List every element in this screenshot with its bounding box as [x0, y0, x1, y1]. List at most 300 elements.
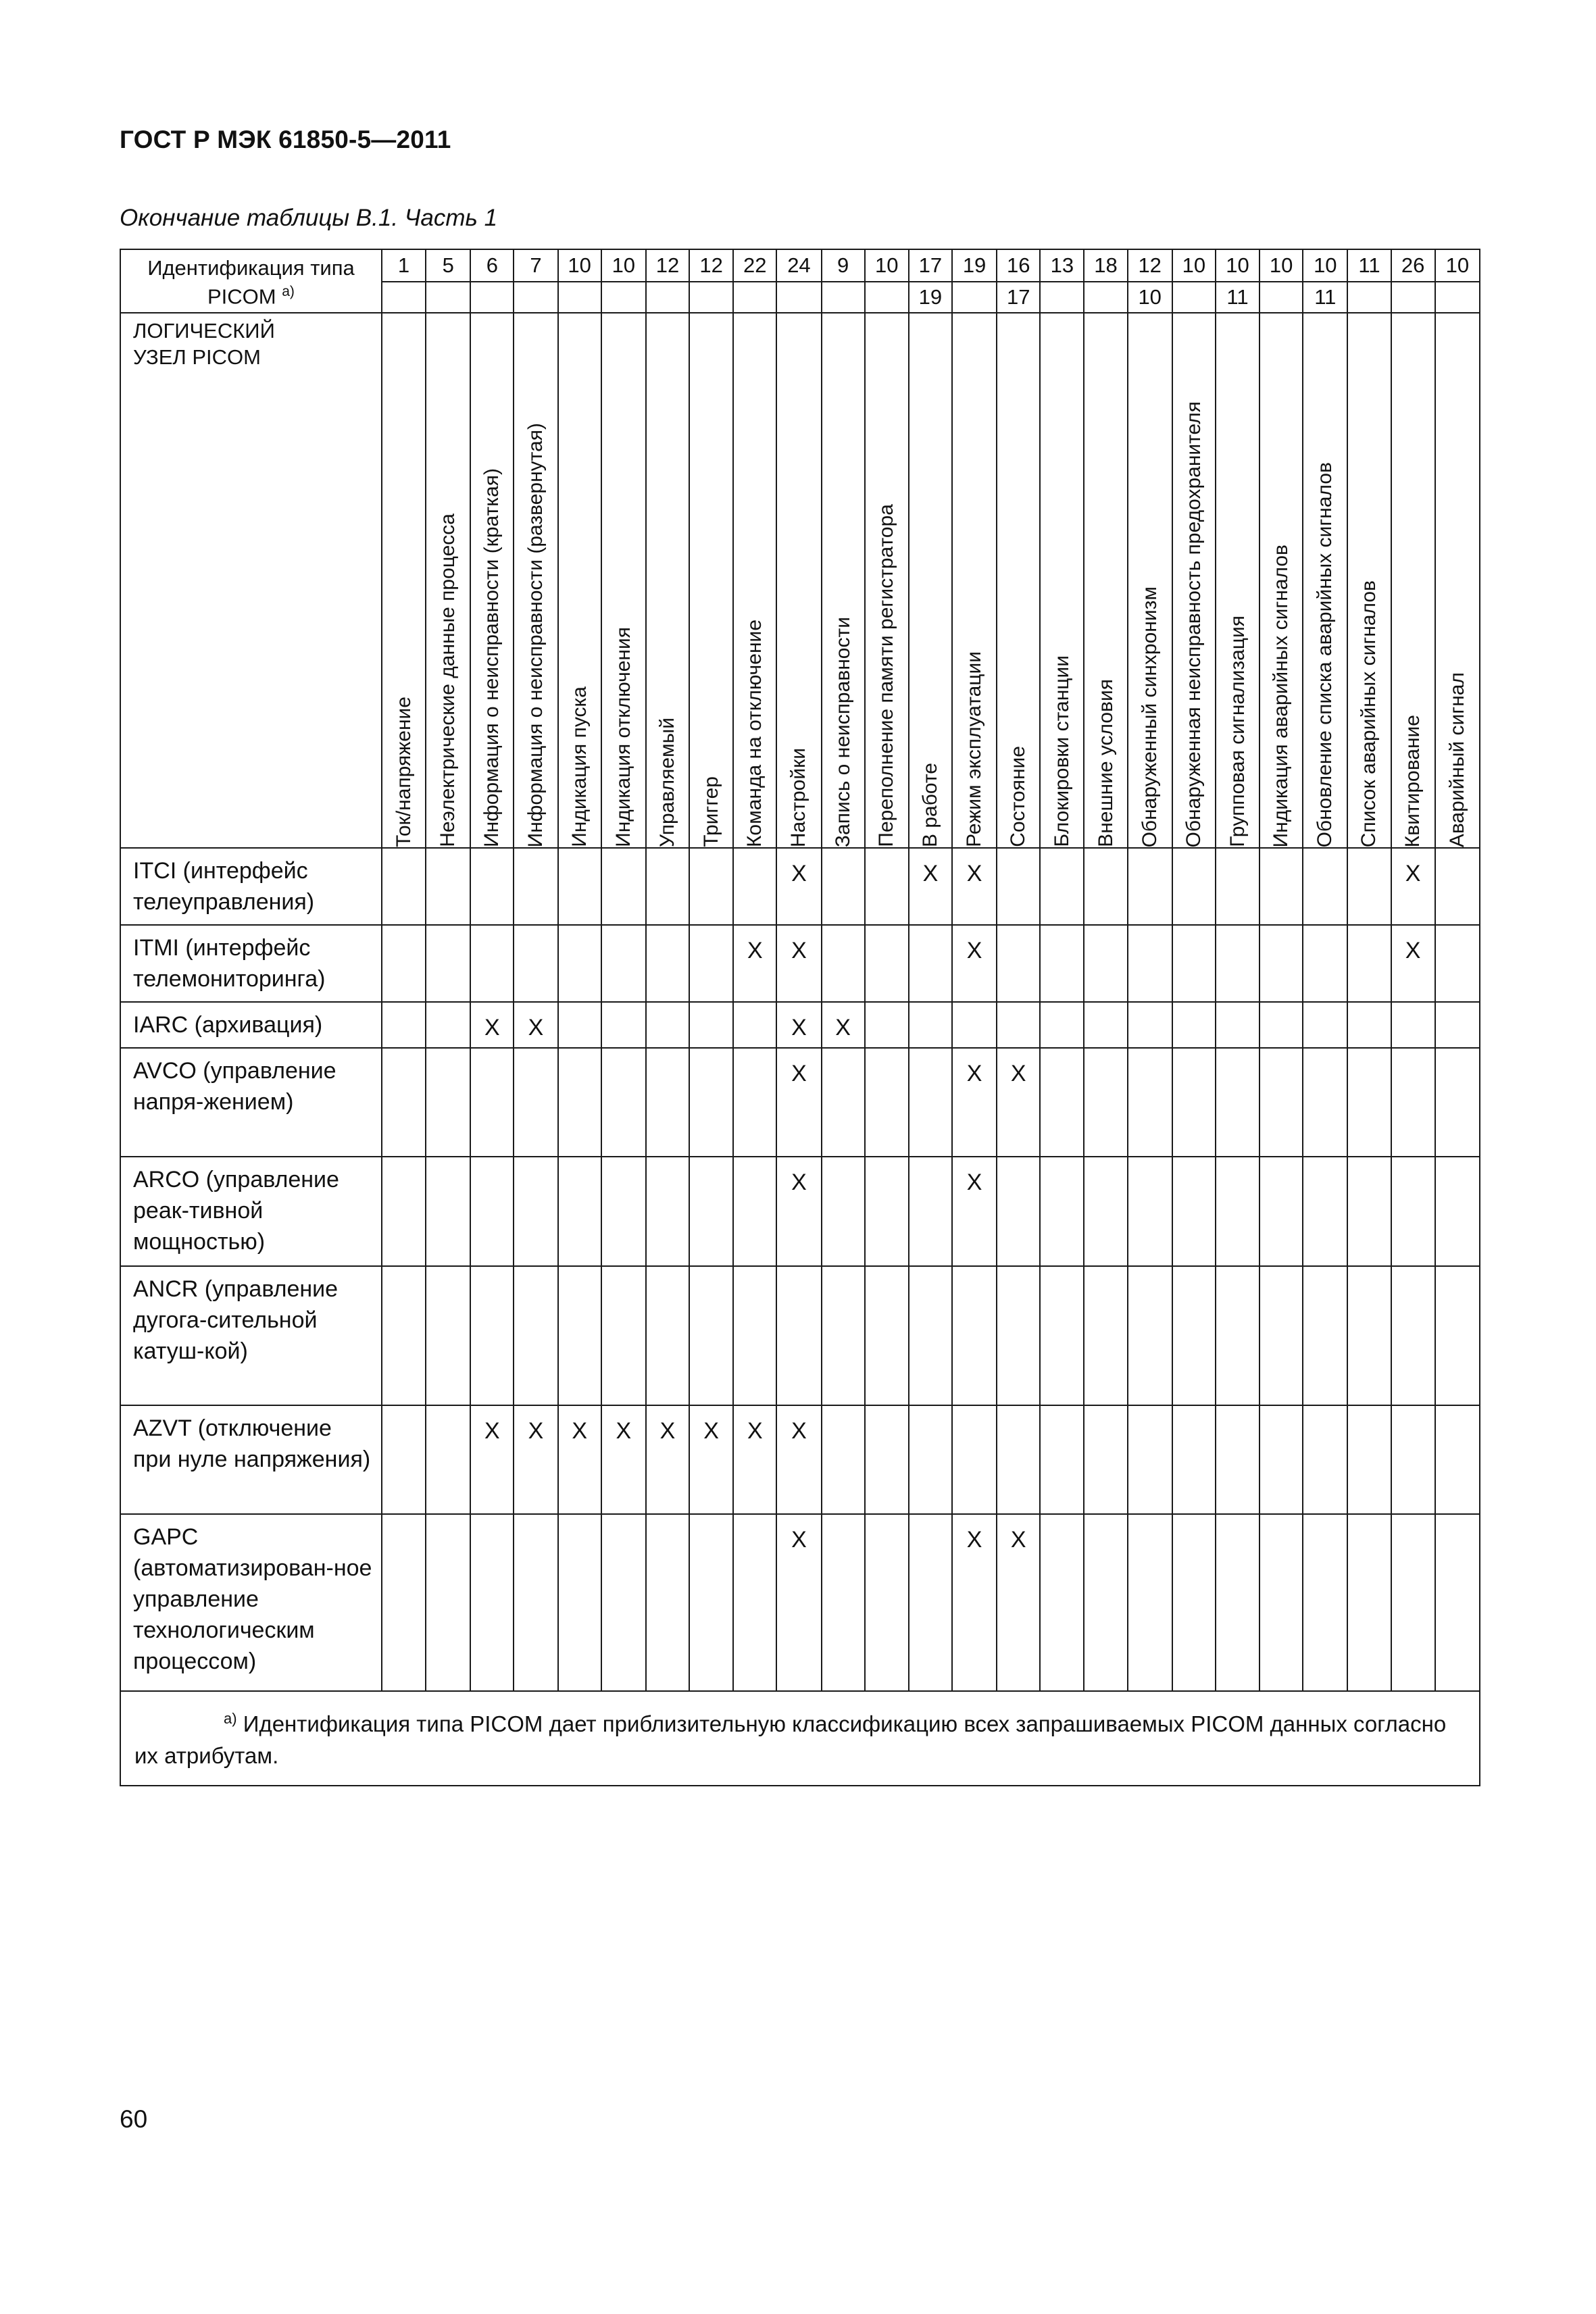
- mark-cell: [822, 1514, 865, 1691]
- mark-cell: [1040, 1157, 1084, 1266]
- mark-cell: [382, 1157, 426, 1266]
- x-mark: X: [791, 1527, 807, 1553]
- mark-cell: [822, 1048, 865, 1157]
- mark-cell: [646, 1514, 689, 1691]
- mark-cell: [1260, 848, 1303, 925]
- row-name: GAPC (автоматизирован-ное управление технологическим процессом): [120, 1514, 382, 1691]
- mark-cell: [997, 848, 1040, 925]
- type-id-secondary-cell: [1172, 282, 1216, 313]
- mark-cell: [470, 1405, 514, 1514]
- column-header-label: Ток/напряжение: [392, 697, 415, 847]
- mark-cell: [558, 1002, 601, 1048]
- mark-cell: [601, 1048, 646, 1157]
- column-header: [1172, 313, 1216, 848]
- column-header: [952, 313, 997, 848]
- mark-cell: [909, 1266, 952, 1405]
- type-id-secondary-cell: [470, 282, 514, 313]
- x-mark: X: [966, 1527, 982, 1553]
- ident-label: Идентификация типа PICOM: [147, 256, 355, 309]
- x-mark: X: [922, 861, 939, 886]
- mark-cell: [1303, 925, 1347, 1002]
- mark-cell: [1172, 1002, 1216, 1048]
- x-mark: X: [791, 938, 807, 963]
- type-id-cell: 10: [1303, 249, 1347, 282]
- type-id-cell: 17: [909, 249, 952, 282]
- mark-cell: [1216, 1157, 1260, 1266]
- mark-cell: [646, 925, 689, 1002]
- column-header: [689, 313, 733, 848]
- mark-cell: [997, 1266, 1040, 1405]
- mark-cell: [646, 1002, 689, 1048]
- mark-cell: [1347, 1002, 1391, 1048]
- footnote-cell: [120, 1691, 1480, 1786]
- mark-cell: [776, 925, 821, 1002]
- type-id-secondary-cell: [733, 282, 776, 313]
- mark-cell: [558, 1405, 601, 1514]
- mark-cell: [1084, 1266, 1127, 1405]
- x-mark: X: [791, 861, 807, 886]
- table-row: [120, 1514, 1480, 1691]
- mark-cell: [382, 1048, 426, 1157]
- x-mark: X: [1405, 861, 1421, 886]
- x-mark: X: [791, 1015, 807, 1040]
- mark-cell: [1172, 1157, 1216, 1266]
- table-row: [120, 925, 1480, 1002]
- mark-cell: [1172, 1048, 1216, 1157]
- table-row: [120, 1002, 1480, 1048]
- mark-cell: [689, 1157, 733, 1266]
- document-header: ГОСТ Р МЭК 61850-5—2011: [120, 126, 451, 153]
- mark-cell: [426, 1266, 470, 1405]
- mark-cell: [1435, 1266, 1480, 1405]
- mark-cell: [997, 1002, 1040, 1048]
- mark-cell: [865, 1514, 909, 1691]
- mark-cell: [1084, 1157, 1127, 1266]
- type-id-secondary-cell: [1260, 282, 1303, 313]
- type-id-secondary-cell: [1040, 282, 1084, 313]
- footnote-row: [120, 1691, 1480, 1786]
- mark-cell: [997, 925, 1040, 1002]
- mark-cell: [1260, 925, 1303, 1002]
- column-header-label: Состояние: [1007, 746, 1030, 847]
- mark-cell: [865, 1266, 909, 1405]
- mark-cell: [1128, 1266, 1172, 1405]
- mark-cell: [646, 848, 689, 925]
- mark-cell: [601, 848, 646, 925]
- column-header-label: Индикация аварийных сигналов: [1270, 544, 1293, 847]
- mark-cell: [865, 1002, 909, 1048]
- mark-cell: [1435, 1157, 1480, 1266]
- mark-cell: [1347, 848, 1391, 925]
- mark-cell: [1303, 1002, 1347, 1048]
- mark-cell: [909, 925, 952, 1002]
- mark-cell: [1084, 925, 1127, 1002]
- mark-cell: [1260, 1266, 1303, 1405]
- mark-cell: [909, 1405, 952, 1514]
- x-mark: X: [747, 938, 763, 963]
- type-id-cell: 18: [1084, 249, 1127, 282]
- mark-cell: [909, 1002, 952, 1048]
- x-mark: X: [791, 1061, 807, 1086]
- column-header: [822, 313, 865, 848]
- x-mark: X: [484, 1015, 500, 1040]
- mark-cell: [646, 1405, 689, 1514]
- row-name: ARCO (управление реак-тивной мощностью): [120, 1157, 382, 1266]
- column-header: [426, 313, 470, 848]
- table-row: [120, 1266, 1480, 1405]
- mark-cell: [1435, 1002, 1480, 1048]
- mark-cell: [1347, 1405, 1391, 1514]
- column-header-label: В работе: [918, 762, 941, 847]
- row-name: IARC (архивация): [120, 1002, 382, 1048]
- table-row: [120, 848, 1480, 925]
- mark-cell: [776, 1048, 821, 1157]
- mark-cell: [1128, 925, 1172, 1002]
- mark-cell: [1435, 1405, 1480, 1514]
- mark-cell: [952, 848, 997, 925]
- type-id-cell: 7: [514, 249, 557, 282]
- footnote-text: Идентификация типа PICOM дает приблизительную классификацию всех запрашиваемых PICOM данных согласно их атрибутам.: [134, 1711, 1447, 1768]
- mark-cell: [952, 1266, 997, 1405]
- mark-cell: [514, 1514, 557, 1691]
- mark-cell: [1260, 1048, 1303, 1157]
- mark-cell: [470, 1048, 514, 1157]
- mark-cell: [1216, 848, 1260, 925]
- mark-cell: [1347, 1514, 1391, 1691]
- table-caption: Окончание таблицы В.1. Часть 1: [120, 205, 498, 231]
- mark-cell: [689, 848, 733, 925]
- type-id-cell: 19: [952, 249, 997, 282]
- column-header: [514, 313, 557, 848]
- column-header-label: Групповая сигнализация: [1226, 615, 1249, 847]
- column-header: [1347, 313, 1391, 848]
- mark-cell: [601, 1514, 646, 1691]
- mark-cell: [1040, 925, 1084, 1002]
- mark-cell: [1216, 1002, 1260, 1048]
- mark-cell: [470, 1002, 514, 1048]
- mark-cell: [1435, 1048, 1480, 1157]
- mark-cell: [1040, 1405, 1084, 1514]
- mark-cell: [601, 1405, 646, 1514]
- mark-cell: [865, 925, 909, 1002]
- mark-cell: [382, 848, 426, 925]
- mark-cell: [514, 1266, 557, 1405]
- mark-cell: [558, 1266, 601, 1405]
- x-mark: X: [835, 1015, 851, 1040]
- column-header-label: Триггер: [699, 776, 722, 847]
- type-id-secondary-cell: [382, 282, 426, 313]
- mark-cell: [1391, 1048, 1435, 1157]
- mark-cell: [1391, 1514, 1435, 1691]
- mark-cell: [909, 1048, 952, 1157]
- mark-cell: [952, 1002, 997, 1048]
- mark-cell: [822, 1405, 865, 1514]
- mark-cell: [1260, 1002, 1303, 1048]
- mark-cell: [470, 1266, 514, 1405]
- mark-cell: [646, 1266, 689, 1405]
- mark-cell: [733, 1405, 776, 1514]
- mark-cell: [1172, 1266, 1216, 1405]
- mark-cell: [733, 1157, 776, 1266]
- mark-cell: [1347, 1048, 1391, 1157]
- mark-cell: [776, 1157, 821, 1266]
- type-id-secondary-cell: [865, 282, 909, 313]
- mark-cell: [646, 1048, 689, 1157]
- column-header-label: Внешние условия: [1094, 679, 1117, 847]
- type-id-secondary-cell: [822, 282, 865, 313]
- column-header-label: Информация о неисправности (развернутая): [524, 422, 547, 847]
- mark-cell: [601, 1266, 646, 1405]
- mark-cell: [470, 1514, 514, 1691]
- column-header-label: Аварийный сигнал: [1445, 672, 1468, 847]
- mark-cell: [558, 848, 601, 925]
- mark-cell: [514, 1048, 557, 1157]
- mark-cell: [1391, 848, 1435, 925]
- type-id-cell: 10: [1172, 249, 1216, 282]
- type-id-secondary-cell: 11: [1216, 282, 1260, 313]
- table-row: [120, 1048, 1480, 1157]
- x-mark: X: [1405, 938, 1421, 963]
- mark-cell: [1391, 1266, 1435, 1405]
- column-header: [1260, 313, 1303, 848]
- x-mark: X: [791, 1418, 807, 1444]
- x-mark: X: [747, 1418, 763, 1444]
- type-id-cell: 12: [1128, 249, 1172, 282]
- type-id-cell: 13: [1040, 249, 1084, 282]
- type-id-cell: 6: [470, 249, 514, 282]
- x-mark: X: [966, 938, 982, 963]
- mark-cell: [822, 1157, 865, 1266]
- column-header: [558, 313, 601, 848]
- mark-cell: [776, 1514, 821, 1691]
- mark-cell: [426, 1514, 470, 1691]
- type-id-cell: 10: [1435, 249, 1480, 282]
- mark-cell: [601, 925, 646, 1002]
- mark-cell: [776, 1266, 821, 1405]
- mark-cell: [865, 1405, 909, 1514]
- mark-cell: [689, 925, 733, 1002]
- column-header-label: Индикация пуска: [568, 686, 591, 847]
- mark-cell: [1435, 848, 1480, 925]
- mark-cell: [514, 1157, 557, 1266]
- column-header-label: Запись о неисправности: [831, 616, 854, 847]
- type-id-secondary-cell: [514, 282, 557, 313]
- column-header: [382, 313, 426, 848]
- mark-cell: [689, 1405, 733, 1514]
- column-header: [1216, 313, 1260, 848]
- mark-cell: [1040, 1514, 1084, 1691]
- type-id-cell: 11: [1347, 249, 1391, 282]
- column-header-label: Неэлектрические данные процесса: [437, 513, 459, 847]
- mark-cell: [1303, 1157, 1347, 1266]
- ident-footnote-ref: а): [282, 284, 295, 300]
- mark-cell: [1172, 1514, 1216, 1691]
- column-header: [997, 313, 1040, 848]
- mark-cell: [514, 1002, 557, 1048]
- mark-cell: [382, 925, 426, 1002]
- type-id-secondary-cell: [776, 282, 821, 313]
- mark-cell: [822, 925, 865, 1002]
- mark-cell: [997, 1157, 1040, 1266]
- mark-cell: [426, 848, 470, 925]
- mark-cell: [1391, 1157, 1435, 1266]
- x-mark: X: [572, 1418, 587, 1444]
- mark-cell: [426, 925, 470, 1002]
- mark-cell: [1347, 1157, 1391, 1266]
- mark-cell: [952, 1405, 997, 1514]
- type-id-cell: 10: [558, 249, 601, 282]
- mark-cell: [1084, 848, 1127, 925]
- x-mark: X: [966, 1169, 982, 1195]
- mark-cell: [1040, 848, 1084, 925]
- type-id-cell: 1: [382, 249, 426, 282]
- mark-cell: [1391, 925, 1435, 1002]
- mark-cell: [514, 1405, 557, 1514]
- type-id-secondary-cell: 17: [997, 282, 1040, 313]
- table-row: [120, 1157, 1480, 1266]
- mark-cell: [382, 1405, 426, 1514]
- mark-cell: [689, 1048, 733, 1157]
- mark-cell: [1172, 925, 1216, 1002]
- type-id-secondary-cell: 10: [1128, 282, 1172, 313]
- type-id-secondary-cell: [601, 282, 646, 313]
- mark-cell: [1391, 1002, 1435, 1048]
- type-id-secondary-cell: [1084, 282, 1127, 313]
- mark-cell: [1303, 1514, 1347, 1691]
- mark-cell: [909, 1157, 952, 1266]
- mark-cell: [382, 1002, 426, 1048]
- table-row: [120, 1405, 1480, 1514]
- column-header: [1084, 313, 1127, 848]
- row-name: AZVT (отключение при нуле напряжения): [120, 1405, 382, 1514]
- mark-cell: [1128, 1157, 1172, 1266]
- mark-cell: [776, 848, 821, 925]
- x-mark: X: [1010, 1061, 1026, 1086]
- mark-cell: [470, 925, 514, 1002]
- mark-cell: [733, 1514, 776, 1691]
- mark-cell: [1303, 1405, 1347, 1514]
- type-id-cell: 12: [646, 249, 689, 282]
- mark-cell: [1391, 1405, 1435, 1514]
- mark-cell: [1216, 925, 1260, 1002]
- mark-cell: [689, 1514, 733, 1691]
- type-id-cell: 10: [1260, 249, 1303, 282]
- column-header-label: Переполнение памяти регистратора: [875, 504, 898, 847]
- x-mark: X: [659, 1418, 676, 1444]
- x-mark: X: [966, 1061, 982, 1086]
- column-header: [733, 313, 776, 848]
- column-header: [470, 313, 514, 848]
- node-header-label: ЛОГИЧЕСКИЙ УЗЕЛ PICOM: [133, 319, 275, 369]
- page-number: 60: [120, 2105, 148, 2133]
- row-name: ITMI (интерфейс телемониторинга): [120, 925, 382, 1002]
- mark-cell: [1084, 1514, 1127, 1691]
- type-id-secondary-cell: [558, 282, 601, 313]
- ident-header: [120, 249, 382, 313]
- column-header-label: Обнаруженная неисправность предохранителя: [1182, 401, 1205, 847]
- x-mark: X: [966, 861, 982, 886]
- mark-cell: [1128, 1048, 1172, 1157]
- mark-cell: [1347, 925, 1391, 1002]
- mark-cell: [1216, 1048, 1260, 1157]
- mark-cell: [733, 848, 776, 925]
- column-header: [1128, 313, 1172, 848]
- column-header-label: Информация о неисправности (краткая): [480, 468, 503, 847]
- column-header-label: Обновление списка аварийных сигналов: [1314, 461, 1337, 847]
- mark-cell: [1260, 1157, 1303, 1266]
- mark-cell: [426, 1002, 470, 1048]
- mark-cell: [822, 848, 865, 925]
- type-id-cell: 24: [776, 249, 821, 282]
- mark-cell: [865, 1048, 909, 1157]
- node-header: [120, 313, 382, 848]
- picom-table: [120, 249, 1480, 1786]
- mark-cell: [470, 1157, 514, 1266]
- type-id-cell: 26: [1391, 249, 1435, 282]
- x-mark: X: [1010, 1527, 1026, 1553]
- mark-cell: [601, 1002, 646, 1048]
- column-header: [1391, 313, 1435, 848]
- mark-cell: [1128, 1514, 1172, 1691]
- mark-cell: [1084, 1405, 1127, 1514]
- column-header: [776, 313, 821, 848]
- x-mark: X: [791, 1169, 807, 1195]
- x-mark: X: [703, 1418, 719, 1444]
- column-header: [909, 313, 952, 848]
- type-id-cell: 10: [865, 249, 909, 282]
- x-mark: X: [528, 1015, 544, 1040]
- mark-cell: [470, 848, 514, 925]
- mark-cell: [733, 925, 776, 1002]
- table-body: [120, 848, 1480, 1691]
- column-header: [1435, 313, 1480, 848]
- row-name: AVCO (управление напря-жением): [120, 1048, 382, 1157]
- type-id-row: [120, 249, 1480, 282]
- column-header-label: Настройки: [787, 747, 810, 847]
- row-name: ITCI (интерфейс телеуправления): [120, 848, 382, 925]
- mark-cell: [909, 848, 952, 925]
- mark-cell: [865, 1157, 909, 1266]
- footnote-marker: а): [224, 1710, 237, 1727]
- mark-cell: [558, 925, 601, 1002]
- mark-cell: [426, 1157, 470, 1266]
- mark-cell: [1260, 1514, 1303, 1691]
- mark-cell: [1084, 1048, 1127, 1157]
- mark-cell: [1084, 1002, 1127, 1048]
- type-id-secondary-cell: [1391, 282, 1435, 313]
- mark-cell: [1128, 1002, 1172, 1048]
- column-header: [1040, 313, 1084, 848]
- column-header-label: Квитирование: [1401, 714, 1424, 847]
- type-id-secondary-cell: 19: [909, 282, 952, 313]
- type-id-cell: 10: [601, 249, 646, 282]
- type-id-secondary-cell: [952, 282, 997, 313]
- mark-cell: [1303, 1266, 1347, 1405]
- mark-cell: [558, 1157, 601, 1266]
- column-header: [601, 313, 646, 848]
- mark-cell: [997, 1405, 1040, 1514]
- column-header-label: Индикация отключения: [612, 627, 634, 847]
- mark-cell: [1216, 1514, 1260, 1691]
- mark-cell: [1303, 1048, 1347, 1157]
- mark-cell: [426, 1405, 470, 1514]
- type-id-cell: 10: [1216, 249, 1260, 282]
- mark-cell: [514, 925, 557, 1002]
- mark-cell: [865, 848, 909, 925]
- x-mark: X: [484, 1418, 500, 1444]
- mark-cell: [909, 1514, 952, 1691]
- column-header-label: Команда на отключение: [743, 619, 766, 847]
